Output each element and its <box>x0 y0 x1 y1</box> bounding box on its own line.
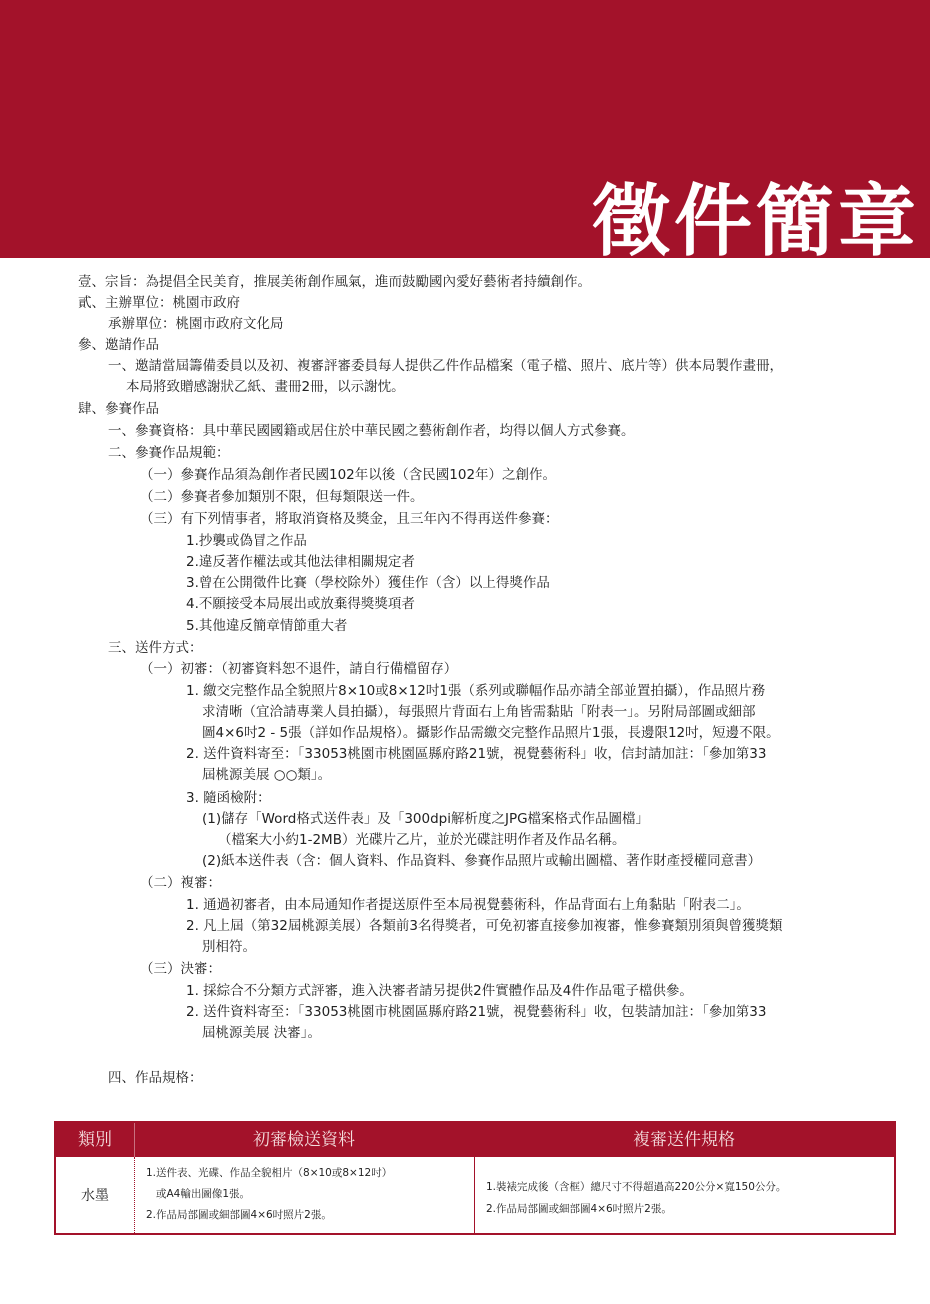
specs-table <box>54 1121 896 1235</box>
disqualification-item: 5.其他違反簡章情節重大者 <box>186 618 348 634</box>
disqualification-item: 4.不願接受本局展出或放棄得獎獎項者 <box>186 596 415 612</box>
attachment-item-cont: （檔案大小約1-2MB）光碟片乙片，並於光碟註明作者及作品名稱。 <box>218 832 626 848</box>
first-review-item: 1. 繳交完整作品全貌照片8×10或8×12吋1張（系列或聯幅作品亦請全部並置拍攝），作品照片務 <box>186 683 766 699</box>
section-organizer: 貳、主辦單位：桃園市政府 <box>78 295 240 311</box>
second-review-cell-line: 2.作品局部圖或細部圖4×6吋照片2張。 <box>486 1203 672 1215</box>
final-review-item: 1. 採綜合不分類方式評審，進入決審者請另提供2件實體作品及4件作品電子檔供參。 <box>186 983 693 999</box>
specs-heading: 四、作品規格： <box>108 1070 203 1086</box>
co-organizer: 承辦單位：桃園市政府文化局 <box>108 316 284 332</box>
table-header <box>56 1123 894 1157</box>
category-cell: 水墨 <box>81 1188 109 1204</box>
first-review-item-cont: 求清晰（宜洽請專業人員拍攝），每張照片背面右上角皆需黏貼「附表一」。另附局部圖或細部 <box>202 704 756 720</box>
final-review-item-cont: 屆桃源美展 決審」。 <box>202 1025 322 1041</box>
first-review-item: 2. 送件資料寄至：「33053桃園市桃園區縣府路21號，視覺藝術科」收，信封請加註：「參加第33 <box>186 746 767 762</box>
submission-heading: 三、送件方式： <box>108 640 203 656</box>
header-banner <box>0 0 930 267</box>
first-review-cell-line: 或A4輸出圖像1張。 <box>156 1188 251 1200</box>
entry-rule: （三）有下列情事者，將取消資格及獎金，且三年內不得再送件參賽： <box>140 511 559 527</box>
disqualification-item: 2.違反著作權法或其他法律相關規定者 <box>186 554 415 570</box>
invited-works-text-cont: 本局將致贈感謝狀乙紙、畫冊2冊，以示謝忱。 <box>126 379 405 395</box>
section-purpose: 壹、宗旨：為提倡全民美育，推展美術創作風氣，進而鼓勵國內愛好藝術者持續創作。 <box>78 274 591 290</box>
attachment-item: (1)儲存「Word格式送件表」及「300dpi解析度之JPG檔案格式作品圖檔」 <box>202 811 650 827</box>
second-review-item: 2. 凡上屆（第32屆桃源美展）各類前3名得獎者，可免初審直接參加複審，惟參賽類別須與曾獲獎類 <box>186 918 783 934</box>
entry-rules-heading: 二、參賽作品規範： <box>108 445 230 461</box>
second-review-item-cont: 別相符。 <box>202 939 256 955</box>
final-review-heading: （三）決審： <box>140 961 221 977</box>
first-review-cell-line: 2.作品局部圖或細部圖4×6吋照片2張。 <box>146 1209 332 1221</box>
section-entries: 肆、參賽作品 <box>78 401 159 417</box>
second-review-heading: （二）複審： <box>140 875 221 891</box>
header-category: 類別 <box>78 1130 112 1150</box>
invited-works-text: 一、邀請當屆籌備委員以及初、複審評審委員每人提供乙件作品檔案（電子檔、照片、底片等）供本局製作畫冊， <box>108 358 783 374</box>
final-review-item: 2. 送件資料寄至：「33053桃園市桃園區縣府路21號，視覺藝術科」收，包裝請加註：「參加第33 <box>186 1004 767 1020</box>
first-review-item-cont: 圖4×6吋2 - 5張（詳如作品規格）。攝影作品需繳交完整作品照片1張，長邊限12吋，短邊不限。 <box>202 725 780 741</box>
first-review-item: 3. 隨函檢附： <box>186 790 271 806</box>
second-review-item: 1. 通過初審者，由本局通知作者提送原件至本局視覺藝術科，作品背面右上角黏貼「附表二」。 <box>186 897 750 913</box>
second-review-cell-line: 1.裝裱完成後（含框）總尺寸不得超過高220公分×寬150公分。 <box>486 1181 787 1193</box>
cell-divider <box>474 1157 475 1235</box>
section-invited-works: 參、邀請作品 <box>78 337 159 353</box>
disqualification-item: 1.抄襲或偽冒之作品 <box>186 533 307 549</box>
page-title: 徵件簡章 <box>591 176 920 267</box>
cell-divider <box>134 1157 135 1235</box>
first-review-cell-line: 1.送件表、光碟、作品全貌相片（8×10或8×12吋） <box>146 1167 393 1179</box>
header-second-review: 複審送件規格 <box>633 1130 735 1150</box>
attachment-item: (2)紙本送件表（含：個人資料、作品資料、參賽作品照片或輸出圖檔、著作財產授權同意書） <box>202 853 762 869</box>
header-first-review: 初審檢送資料 <box>253 1130 355 1150</box>
first-review-heading: （一）初審：（初審資料恕不退件，請自行備檔留存） <box>140 661 458 677</box>
entry-rule: （一）參賽作品須為創作者民國102年以後（含民國102年）之創作。 <box>140 467 557 483</box>
eligibility: 一、參賽資格：具中華民國國籍或居住於中華民國之藝術創作者，均得以個人方式參賽。 <box>108 423 635 439</box>
entry-rule: （二）參賽者參加類別不限，但每類限送一件。 <box>140 489 424 505</box>
disqualification-item: 3.曾在公開徵件比賽（學校除外）獲佳作（含）以上得獎作品 <box>186 575 550 591</box>
first-review-item-cont: 屆桃源美展 ○○類」。 <box>202 767 332 783</box>
